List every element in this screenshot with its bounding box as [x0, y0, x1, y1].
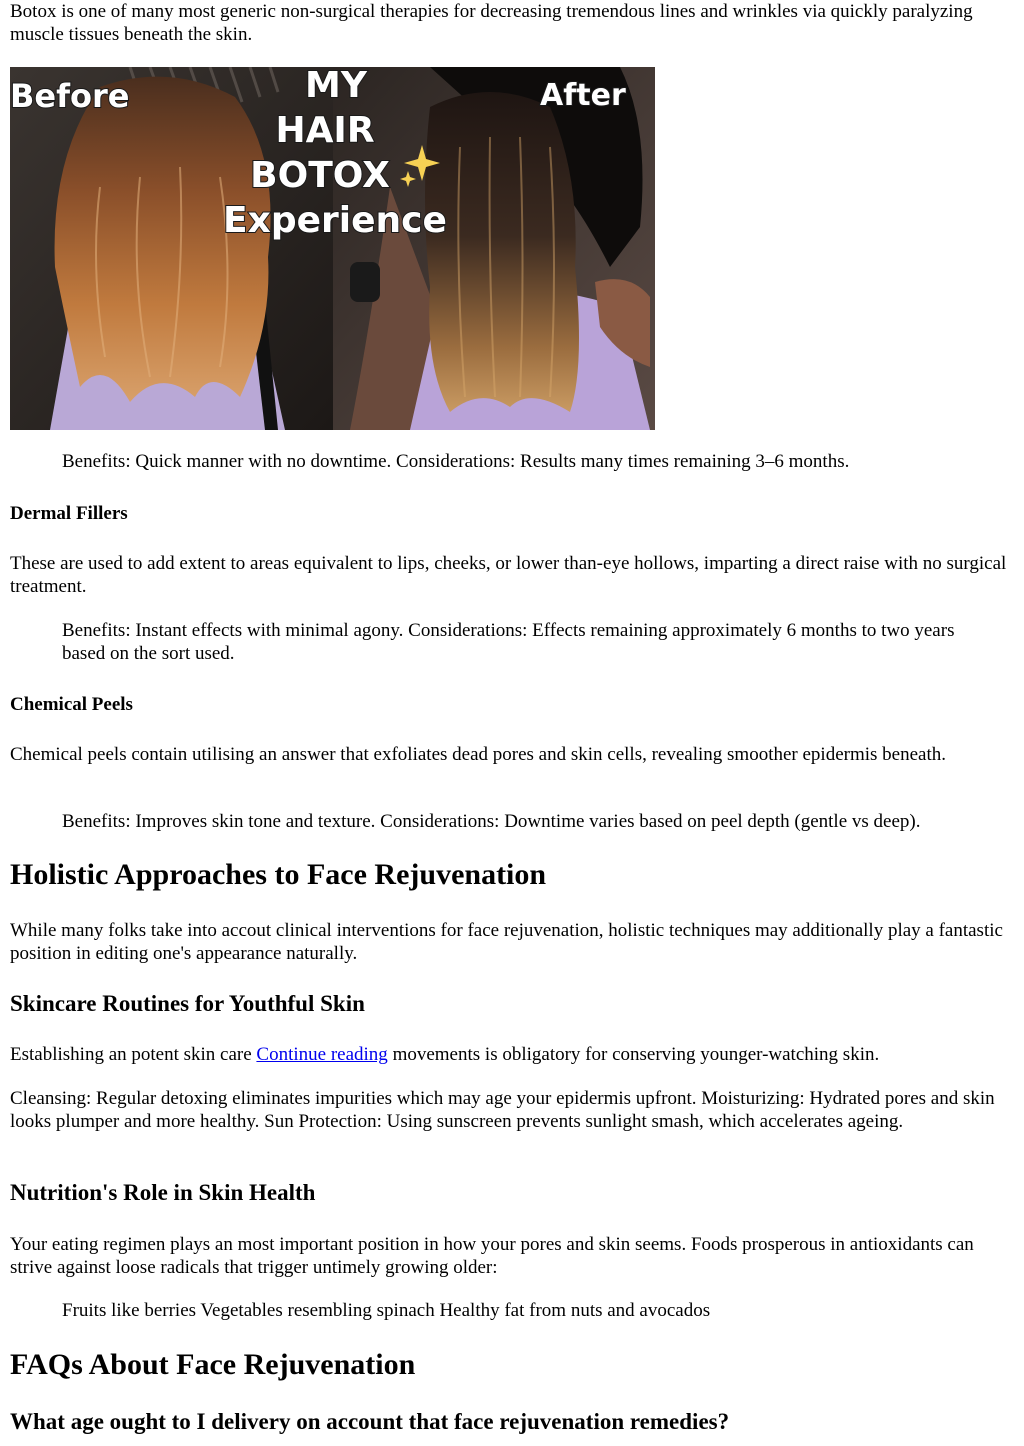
skincare-text-after: movements is obligatory for conserving younger-watching skin. [387, 1044, 880, 1065]
dermal-fillers-heading: Dermal Fillers [10, 503, 128, 524]
hair-botox-image [10, 67, 655, 430]
nutrition-text: Your eating regimen plays an most important position in how your pores and skin seems. Foods prosperous in antioxidants can strive against loose radicals that trigger untimely growing older: [10, 1234, 974, 1278]
holistic-heading: Holistic Approaches to Face Rejuvenation [10, 858, 547, 891]
hero-title-line-1: MY [305, 67, 367, 106]
nutrition-list: Fruits like berries Vegetables resembling spinach Healthy fat from nuts and avocados [62, 1300, 711, 1321]
after-label: After [540, 78, 626, 113]
hero-title-line-4: Experience [223, 200, 447, 241]
dermal-fillers-benefits: Benefits: Instant effects with minimal agony. Considerations: Effects remaining approximately 6 months to two years based on the sort used. [62, 620, 955, 664]
hero-title-line-2: HAIR [275, 110, 375, 151]
chemical-peels-benefits: Benefits: Improves skin tone and texture. Considerations: Downtime varies based on peel depth (gentle vs deep). [62, 811, 921, 832]
nutrition-heading: Nutrition's Role in Skin Health [10, 1180, 316, 1205]
skincare-text [10, 1043, 1016, 1066]
faq-question: What age ought to I delivery on account that face rejuvenation remedies? [10, 1409, 730, 1434]
skincare-details: Cleansing: Regular detoxing eliminates impurities which may age your epidermis upfront. Moisturizing: Hydrated pores and skin looks plumper and more healthy. Sun Protection: Using sunscreen prevents sunlight smash, which accelerates ageing. [10, 1088, 995, 1132]
faq-heading: FAQs About Face Rejuvenation [10, 1348, 416, 1381]
before-label: Before [10, 77, 130, 115]
dermal-fillers-text: These are used to add extent to areas equivalent to lips, cheeks, or lower than-eye hollows, imparting a direct raise with no surgical treatment. [10, 553, 1007, 597]
botox-benefits: Benefits: Quick manner with no downtime. Considerations: Results many times remaining 3–6 months. [62, 451, 850, 472]
hero-title-line-3: BOTOX [250, 155, 390, 196]
holistic-text: While many folks take into accout clinical interventions for face rejuvenation, holistic techniques may additionally play a fantastic position in editing one's appearance naturally. [10, 920, 1003, 964]
continue-reading-link[interactable]: Continue reading [256, 1044, 388, 1065]
intro-paragraph: Botox is one of many most generic non-surgical therapies for decreasing tremendous lines and wrinkles via quickly paralyzing muscle tissues beneath the skin. [10, 1, 973, 45]
chemical-peels-heading: Chemical Peels [10, 694, 133, 715]
skincare-heading: Skincare Routines for Youthful Skin [10, 991, 365, 1016]
chemical-peels-text: Chemical peels contain utilising an answer that exfoliates dead pores and skin cells, revealing smoother epidermis beneath. [10, 744, 946, 765]
skincare-text-before: Establishing an potent skin care [10, 1044, 257, 1065]
